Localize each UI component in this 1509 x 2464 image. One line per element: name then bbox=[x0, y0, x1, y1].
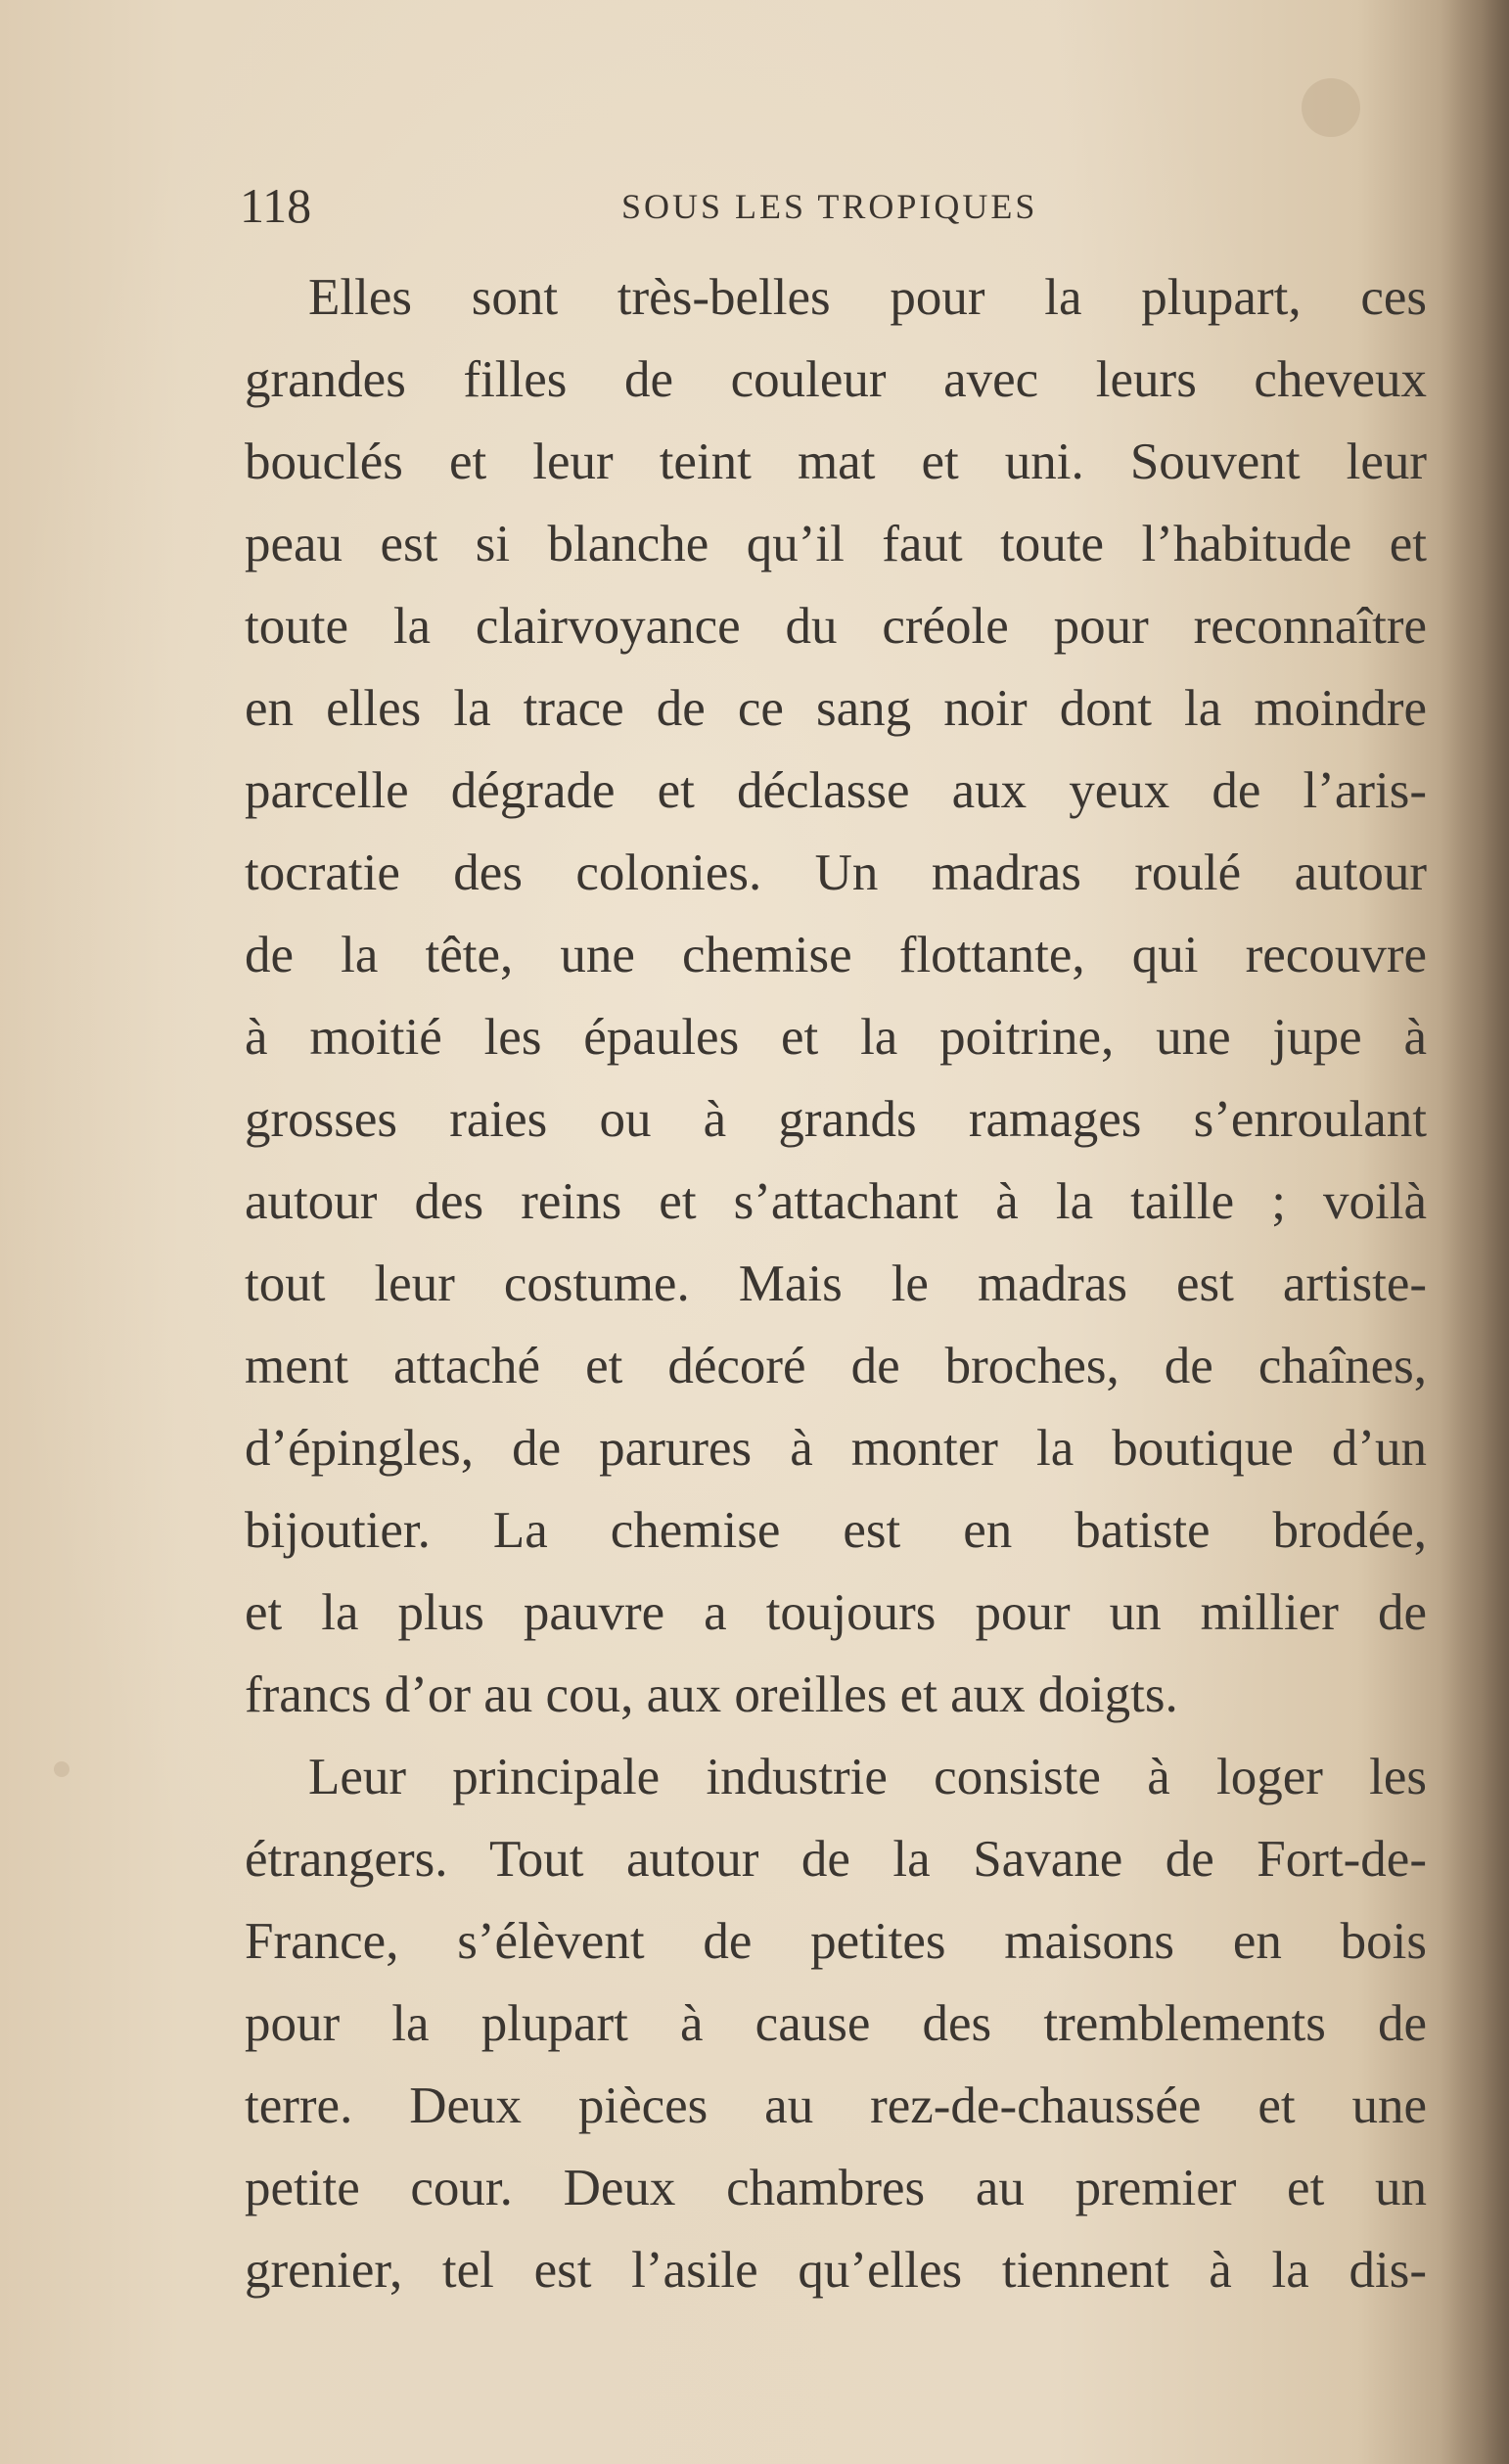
text-line: et la plus pauvre a toujours pour un millier de bbox=[245, 1584, 1427, 1641]
text-line: France, s’élèvent de petites maisons en bois bbox=[245, 1913, 1427, 1970]
text-line: Elles sont très-belles pour la plupart, ces bbox=[308, 269, 1427, 326]
text-line: autour des reins et s’attachant à la taille ; voilà bbox=[245, 1173, 1427, 1230]
text-line: grosses raies ou à grands ramages s’enroulant bbox=[245, 1091, 1427, 1148]
page-header bbox=[240, 176, 1429, 235]
text-line: toute la clairvoyance du créole pour reconnaître bbox=[245, 598, 1427, 655]
paragraph bbox=[245, 256, 1427, 1736]
paper-stain bbox=[54, 1761, 69, 1777]
paper-stain bbox=[1302, 78, 1360, 137]
running-title: SOUS LES TROPIQUES bbox=[621, 187, 1038, 226]
text-line: francs d’or au cou, aux oreilles et aux doigts. bbox=[245, 1666, 1178, 1723]
text-line: petite cour. Deux chambres au premier et un bbox=[245, 2160, 1427, 2216]
page-number: 118 bbox=[240, 178, 312, 233]
page-edge-shadow bbox=[1440, 0, 1509, 2464]
paragraph bbox=[245, 1736, 1427, 2311]
text-line: Leur principale industrie consiste à loger les bbox=[308, 1749, 1427, 1805]
text-line: étrangers. Tout autour de la Savane de Fort-de- bbox=[245, 1831, 1427, 1888]
text-line: à moitié les épaules et la poitrine, une jupe à bbox=[245, 1009, 1427, 1066]
text-line: tout leur costume. Mais le madras est artiste- bbox=[245, 1255, 1427, 1312]
text-line: en elles la trace de ce sang noir dont la moindre bbox=[245, 680, 1427, 737]
text-line: pour la plupart à cause des tremblements de bbox=[245, 1995, 1427, 2052]
text-line: d’épingles, de parures à monter la boutique d’un bbox=[245, 1420, 1427, 1477]
text-line: bouclés et leur teint mat et uni. Souvent leur bbox=[245, 433, 1427, 490]
text-line: tocratie des colonies. Un madras roulé autour bbox=[245, 844, 1427, 901]
body-text bbox=[245, 256, 1427, 2311]
text-line: terre. Deux pièces au rez-de-chaussée et une bbox=[245, 2077, 1427, 2134]
text-line: grandes filles de couleur avec leurs cheveux bbox=[245, 351, 1427, 408]
text-line: ment attaché et décoré de broches, de chaînes, bbox=[245, 1338, 1427, 1394]
text-line: de la tête, une chemise flottante, qui recouvre bbox=[245, 927, 1427, 983]
text-line: parcelle dégrade et déclasse aux yeux de l’aris- bbox=[245, 762, 1427, 819]
text-line: peau est si blanche qu’il faut toute l’habitude et bbox=[245, 516, 1427, 572]
text-line: bijoutier. La chemise est en batiste brodée, bbox=[245, 1502, 1427, 1559]
text-line: grenier, tel est l’asile qu’elles tiennent à la dis- bbox=[245, 2242, 1427, 2299]
